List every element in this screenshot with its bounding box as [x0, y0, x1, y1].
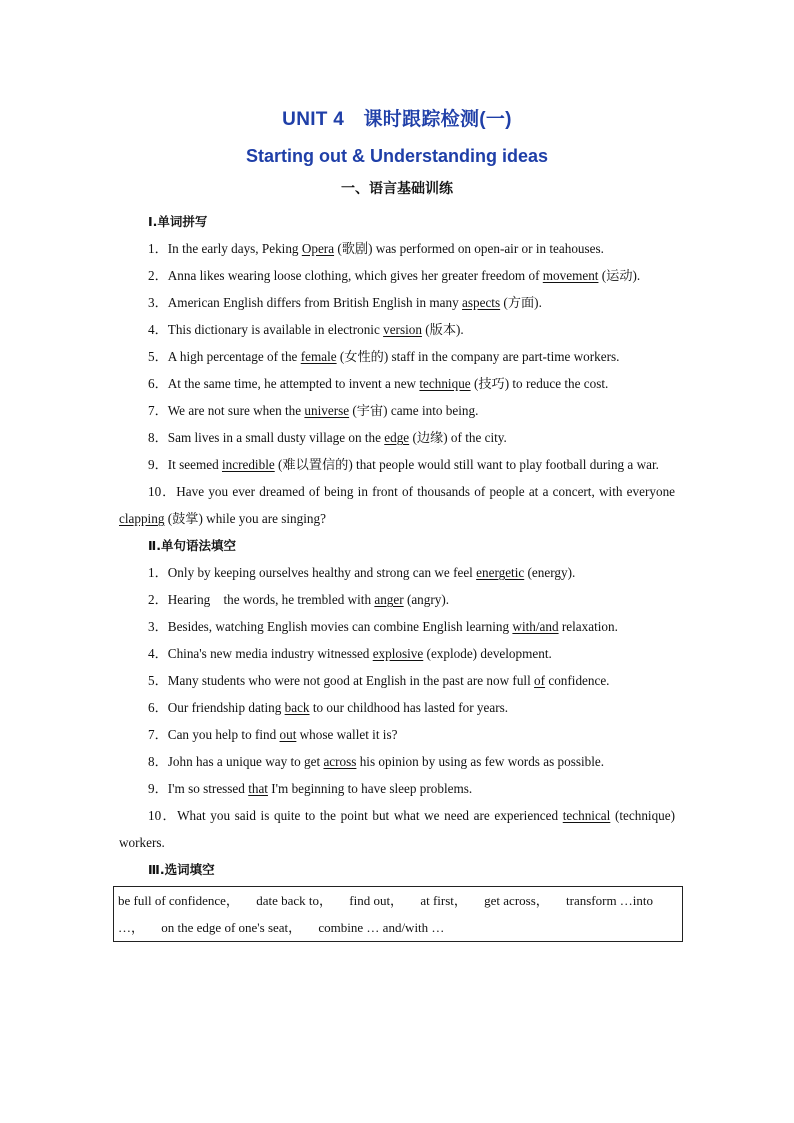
exercise-item: [119, 613, 675, 640]
exercise-item: [119, 721, 675, 748]
exercise-item: [119, 451, 675, 478]
item-text: Our friendship dating: [167, 700, 285, 715]
exercise-item: [119, 478, 675, 532]
item-text: We are not sure when the: [167, 403, 305, 418]
item-text: A high percentage of the: [167, 349, 301, 364]
item-text: his opinion by using as few words as possible.: [356, 754, 605, 769]
exercise-item: [119, 424, 675, 451]
item-text: (方面).: [500, 295, 542, 310]
exercise-item: [119, 262, 675, 289]
item-answer: of: [534, 673, 546, 688]
item-answer: clapping: [119, 511, 165, 526]
item-text: Can you help to find: [167, 727, 280, 742]
item-number: 5．: [148, 349, 168, 364]
item-text: Sam lives in a small dusty village on the: [167, 430, 385, 445]
item-text: to our childhood has lasted for years.: [309, 700, 509, 715]
word-bank-item: combine … and/with …: [318, 920, 445, 935]
item-text: China's new media industry witnessed: [167, 646, 373, 661]
item-answer: that: [248, 781, 268, 796]
exercise-item: [119, 802, 675, 856]
item-text: relaxation.: [558, 619, 618, 634]
item-number: 6．: [148, 700, 168, 715]
item-text: Besides, watching English movies can combine English learning: [167, 619, 513, 634]
item-text: Hearing the words, he trembled with: [167, 592, 375, 607]
item-number: 9．: [148, 781, 168, 796]
item-text: Many students who were not good at English in the past are now full: [167, 673, 535, 688]
item-text: This dictionary is available in electronic: [167, 322, 384, 337]
item-text: At the same time, he attempted to invent a new: [167, 376, 420, 391]
item-number: 8．: [148, 754, 168, 769]
item-number: 2．: [148, 268, 168, 283]
item-answer: incredible: [221, 457, 275, 472]
section-heading: Ⅲ.选词填空: [148, 862, 215, 877]
word-bank-item: find out，: [349, 893, 404, 908]
item-answer: across: [323, 754, 357, 769]
item-text: whose wallet it is?: [296, 727, 398, 742]
item-number: 6．: [148, 376, 168, 391]
item-number: 4．: [148, 646, 168, 661]
item-text: (explode) development.: [423, 646, 552, 661]
word-bank-item: be full of confidence，: [118, 893, 239, 908]
item-number: 3．: [148, 619, 168, 634]
exercise-item: [119, 775, 675, 802]
exercise-item: [119, 343, 675, 370]
item-answer: explosive: [372, 646, 424, 661]
item-text: (难以置信的) that people would still want to play football during a war.: [274, 457, 659, 472]
item-text: I'm so stressed: [167, 781, 249, 796]
exercise-item: [119, 694, 675, 721]
item-text: (energy).: [524, 565, 576, 580]
exercise-item: [119, 235, 675, 262]
item-text: Anna likes wearing loose clothing, which gives her greater freedom of: [167, 268, 543, 283]
item-answer: aspects: [462, 295, 501, 310]
item-text: (歌剧) was performed on open-air or in teahouses.: [334, 241, 604, 256]
exercise-item: [119, 640, 675, 667]
item-answer: movement: [542, 268, 599, 283]
item-number: 2．: [148, 592, 168, 607]
word-bank-item: at first，: [420, 893, 467, 908]
item-answer: energetic: [476, 565, 525, 580]
item-answer: out: [279, 727, 297, 742]
exercise-item: [119, 316, 675, 343]
item-text: (边缘) of the city.: [409, 430, 507, 445]
item-text: (宇宙) came into being.: [349, 403, 479, 418]
item-text: John has a unique way to get: [167, 754, 324, 769]
page-title: UNIT 4 课时跟踪检测(一): [282, 109, 512, 130]
item-text: It seemed: [167, 457, 222, 472]
item-text: (鼓掌) while you are singing?: [164, 511, 326, 526]
exercise-item: [119, 289, 675, 316]
item-number: 1．: [148, 241, 168, 256]
item-answer: edge: [384, 430, 410, 445]
item-text: Only by keeping ourselves healthy and strong can we feel: [167, 565, 477, 580]
item-number: 10．: [148, 808, 178, 823]
item-answer: version: [383, 322, 422, 337]
item-number: 10．: [148, 484, 177, 499]
exercise-item: [119, 667, 675, 694]
item-text: (女性的) staff in the company are part-time workers.: [336, 349, 620, 364]
item-number: 9．: [148, 457, 168, 472]
item-number: 5．: [148, 673, 168, 688]
exercise-body: [119, 208, 675, 942]
item-answer: back: [284, 700, 310, 715]
item-text: confidence.: [545, 673, 610, 688]
part-heading: 一、语言基础训练: [341, 181, 453, 197]
item-text: I'm beginning to have sleep problems.: [267, 781, 473, 796]
item-text: Have you ever dreamed of being in front of thousands of people at a concert, with everyone: [176, 484, 676, 499]
item-text: What you said is quite to the point but what we need are experienced: [177, 808, 563, 823]
item-text: (technique) workers.: [119, 808, 676, 850]
item-number: 8．: [148, 430, 168, 445]
item-text: (版本).: [421, 322, 464, 337]
item-text: (运动).: [598, 268, 641, 283]
item-answer: universe: [304, 403, 350, 418]
word-bank-box: [113, 886, 683, 942]
exercise-item: [119, 370, 675, 397]
exercise-item: [119, 397, 675, 424]
item-text: (技巧) to reduce the cost.: [470, 376, 609, 391]
word-bank-item: on the edge of one's seat，: [161, 920, 302, 935]
item-text: American English differs from British English in many: [167, 295, 463, 310]
item-answer: anger: [374, 592, 404, 607]
item-answer: Opera: [301, 241, 335, 256]
item-answer: with/and: [512, 619, 559, 634]
item-number: 7．: [148, 727, 168, 742]
item-number: 3．: [148, 295, 168, 310]
section-heading: Ⅰ.单词拼写: [148, 214, 208, 229]
item-answer: female: [300, 349, 337, 364]
exercise-item: [119, 586, 675, 613]
item-number: 1．: [148, 565, 168, 580]
page-subtitle: Starting out & Understanding ideas: [245, 146, 549, 166]
exercise-item: [119, 559, 675, 586]
word-bank-item: date back to，: [256, 893, 332, 908]
word-bank-item: get across，: [484, 893, 549, 908]
item-number: 7．: [148, 403, 168, 418]
item-number: 4．: [148, 322, 168, 337]
exercise-item: [119, 748, 675, 775]
item-text: (angry).: [403, 592, 450, 607]
item-text: In the early days, Peking: [167, 241, 302, 256]
section-heading: Ⅱ.单句语法填空: [148, 538, 236, 553]
item-answer: technique: [419, 376, 471, 391]
word-bank-item: transform …into …，: [118, 893, 654, 935]
item-answer: technical: [562, 808, 611, 823]
